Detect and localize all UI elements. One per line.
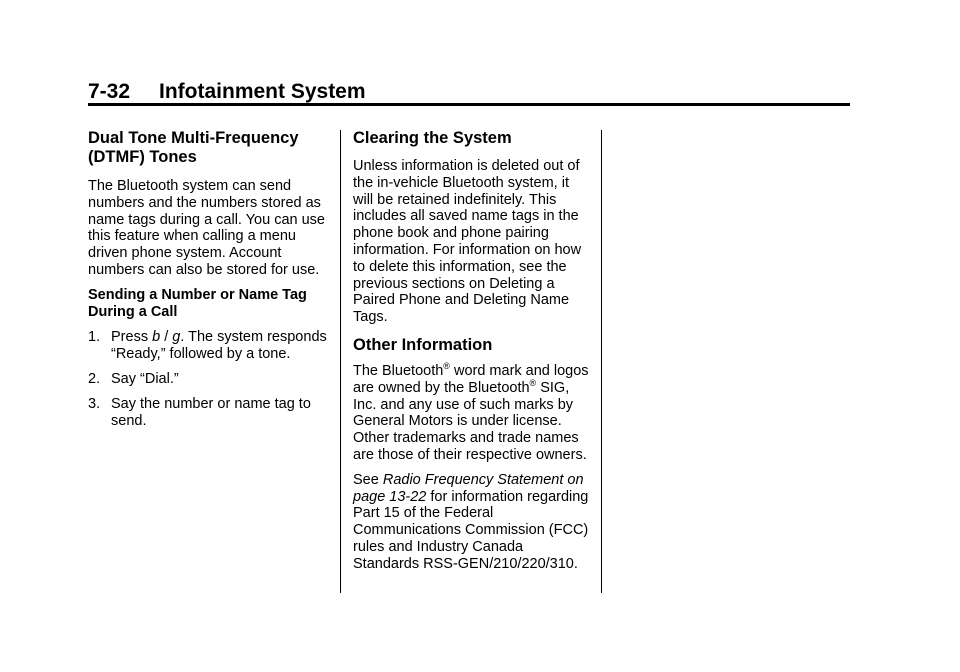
step-text: Say “Dial.” — [111, 370, 179, 387]
trademark-text: word mark and logos are owned by the Bluetooth — [353, 362, 589, 396]
clearing-heading: Clearing the System — [353, 129, 512, 147]
step-text: Press — [111, 329, 153, 346]
steering-phone-icon: g — [172, 329, 181, 346]
trademark-paragraph — [353, 360, 593, 464]
list-item — [88, 396, 336, 430]
trademark-text: The Bluetooth — [353, 362, 444, 379]
clearing-paragraph: Unless information is deleted out of the in-vehicle Bluetooth system, it will be retained indefinitely. This includes all saved name tags in the phone book and phone pairing information. For information on how to delete this information, see the previous sections on Deleting a Paired Phone and Deleting Name Tags. — [353, 158, 582, 326]
list-item — [88, 329, 336, 363]
other-info-heading: Other Information — [353, 335, 493, 354]
trademark-text: SIG, Inc. and any use of such marks by General Motors is under license. Other trademarks and trade names are those of their respective owners. — [353, 379, 587, 463]
fcc-text: for information regarding Part 15 of the Federal Communications Commission (FCC) rules and Industry Canada Standards RSS-GEN/210/220/310. — [353, 488, 589, 572]
step-text: . The system responds “Ready,” followed by a tone. — [111, 329, 327, 363]
step-number: 1. — [88, 329, 101, 346]
step-text: Say the number or name tag to send. — [111, 395, 311, 429]
page-number: 7-32 — [88, 80, 131, 103]
left-column — [88, 127, 336, 437]
step-separator: / — [160, 329, 173, 346]
list-item — [88, 371, 336, 388]
fcc-paragraph — [353, 472, 593, 573]
column-divider-2 — [601, 130, 602, 593]
registered-mark: ® — [529, 377, 537, 388]
phone-icon: b — [152, 329, 161, 346]
steps-list — [88, 329, 336, 429]
header-rule — [88, 103, 850, 106]
cross-reference-link[interactable]: Radio Frequency Statement on page 13-22 — [353, 471, 584, 505]
dtmf-paragraph: The Bluetooth system can send numbers and the numbers stored as name tags during a call. You can use this feature when calling a menu driven phone system. Account numbers can also be stored for use. — [88, 178, 325, 278]
step-number: 3. — [88, 395, 101, 412]
dtmf-heading: Dual Tone Multi-Frequency (DTMF) Tones — [88, 129, 299, 166]
registered-mark: ® — [443, 360, 450, 371]
send-number-subheading: Sending a Number or Name Tag During a Call — [88, 286, 307, 320]
page-title: Infotainment System — [159, 80, 366, 103]
column-divider-1 — [340, 130, 341, 593]
middle-column — [353, 127, 593, 581]
fcc-text: See — [353, 471, 383, 488]
step-number: 2. — [88, 370, 101, 387]
